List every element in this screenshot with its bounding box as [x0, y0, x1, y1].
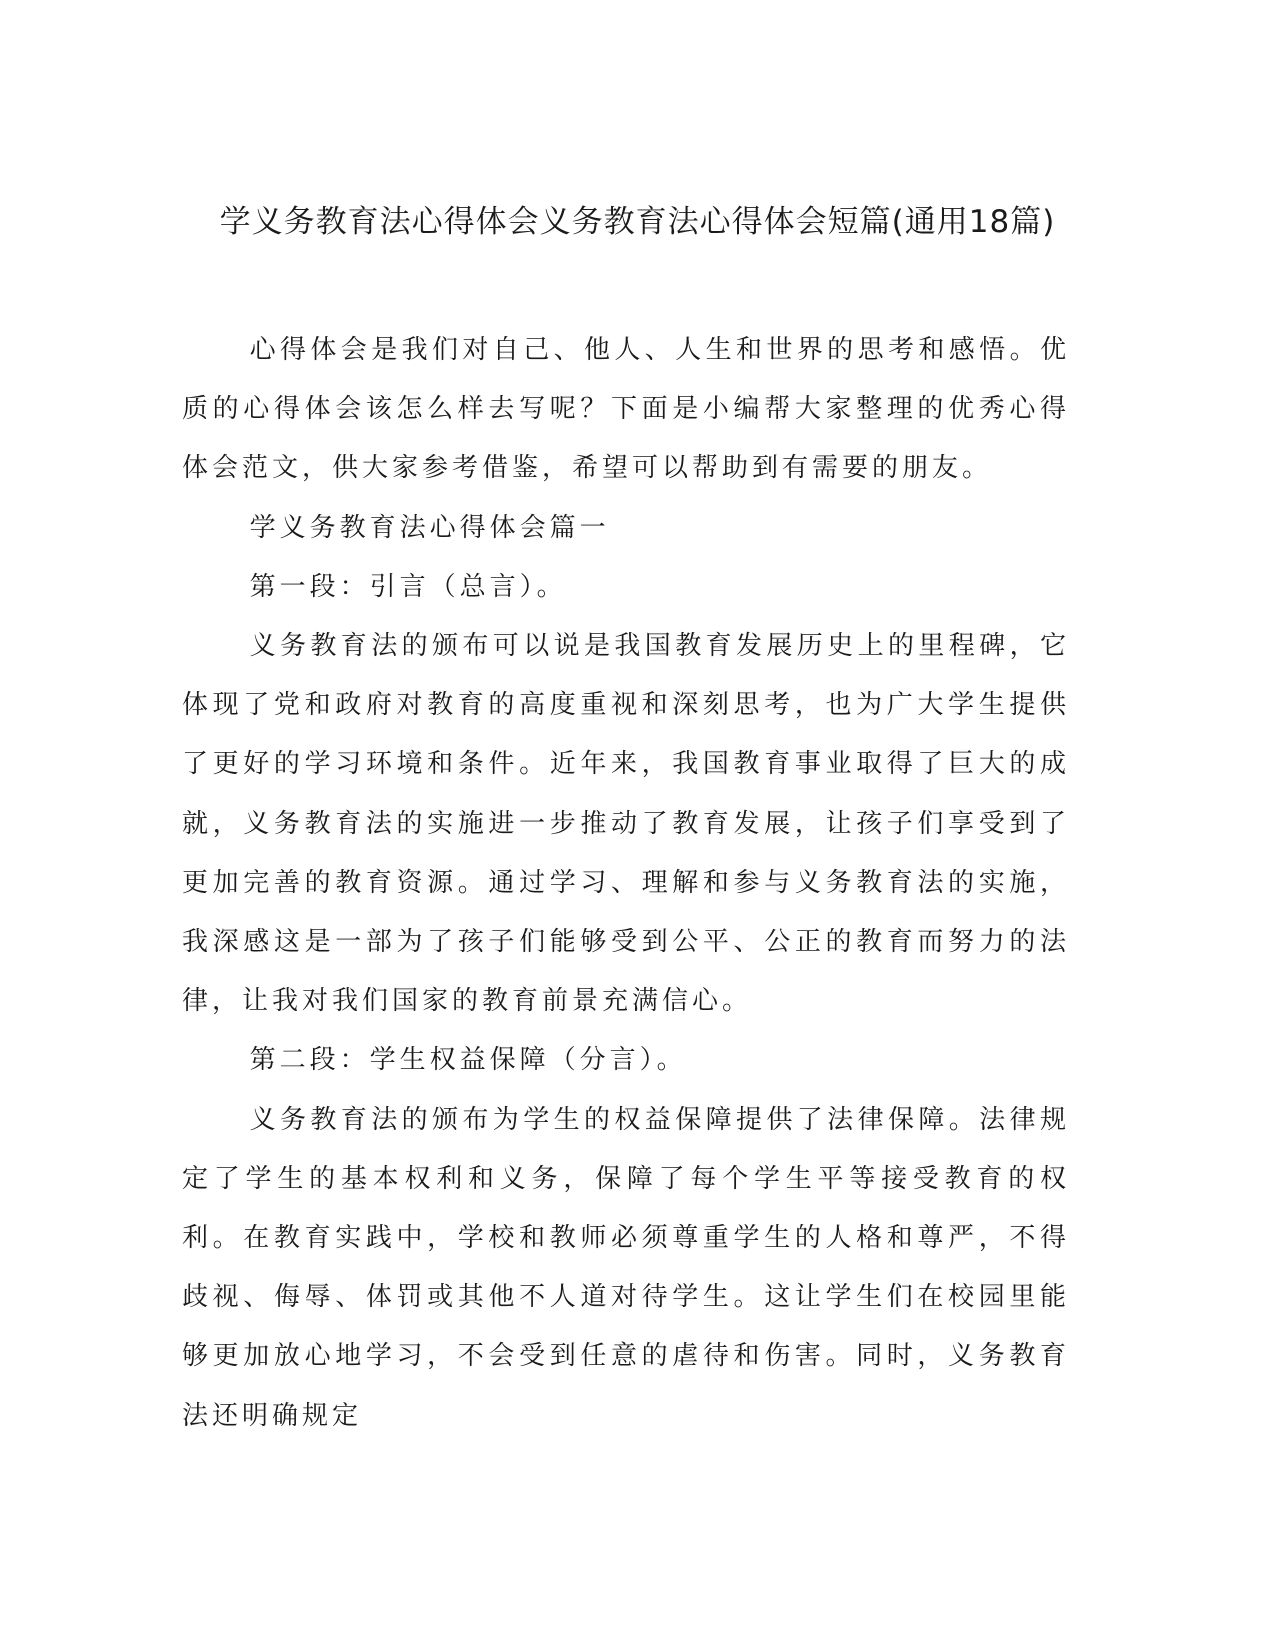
document-title: 学义务教育法心得体会义务教育法心得体会短篇(通用18篇): [219, 204, 1056, 240]
section-heading-part-one: 学义务教育法心得体会篇一: [249, 512, 610, 543]
body-paragraph: 义务教育法的颁布可以说是我国教育发展历史上的里程碑，它体现了党和政府对教育的高度重视和深刻思考，也为广大学生提供了更好的学习环境和条件。近年来，我国教育事业取得了巨大的成就，义务教育法的实施进一步推动了教育发展，让孩子们享受到了更加完善的教育资源。通过学习、理解和参与义务教育法的实施，我深感这是一部为了孩子们能够受到公平、公正的教育而努力的法律，让我对我们国家的教育前景充满信心。: [182, 631, 1070, 1017]
subsection-heading-first: 第一段：引言（总言）。: [249, 571, 567, 602]
intro-paragraph: 心得体会是我们对自己、他人、人生和世界的思考和感悟。优质的心得体会该怎么样去写呢？下面是小编帮大家整理的优秀心得体会范文，供大家参考借鉴，希望可以帮助到有需要的朋友。: [182, 335, 1070, 484]
body-paragraph: 义务教育法的颁布为学生的权益保障提供了法律保障。法律规定了学生的基本权利和义务，保障了每个学生平等接受教育的权利。在教育实践中，学校和教师必须尊重学生的人格和尊严，不得歧视、侮辱、体罚或其他不人道对待学生。这让学生们在校园里能够更加放心地学习，不会受到任意的虐待和伤害。同时，义务教育法还明确规定: [182, 1104, 1070, 1431]
subsection-heading-second: 第二段：学生权益保障（分言）。: [249, 1045, 687, 1076]
document-body: [182, 321, 1070, 1446]
